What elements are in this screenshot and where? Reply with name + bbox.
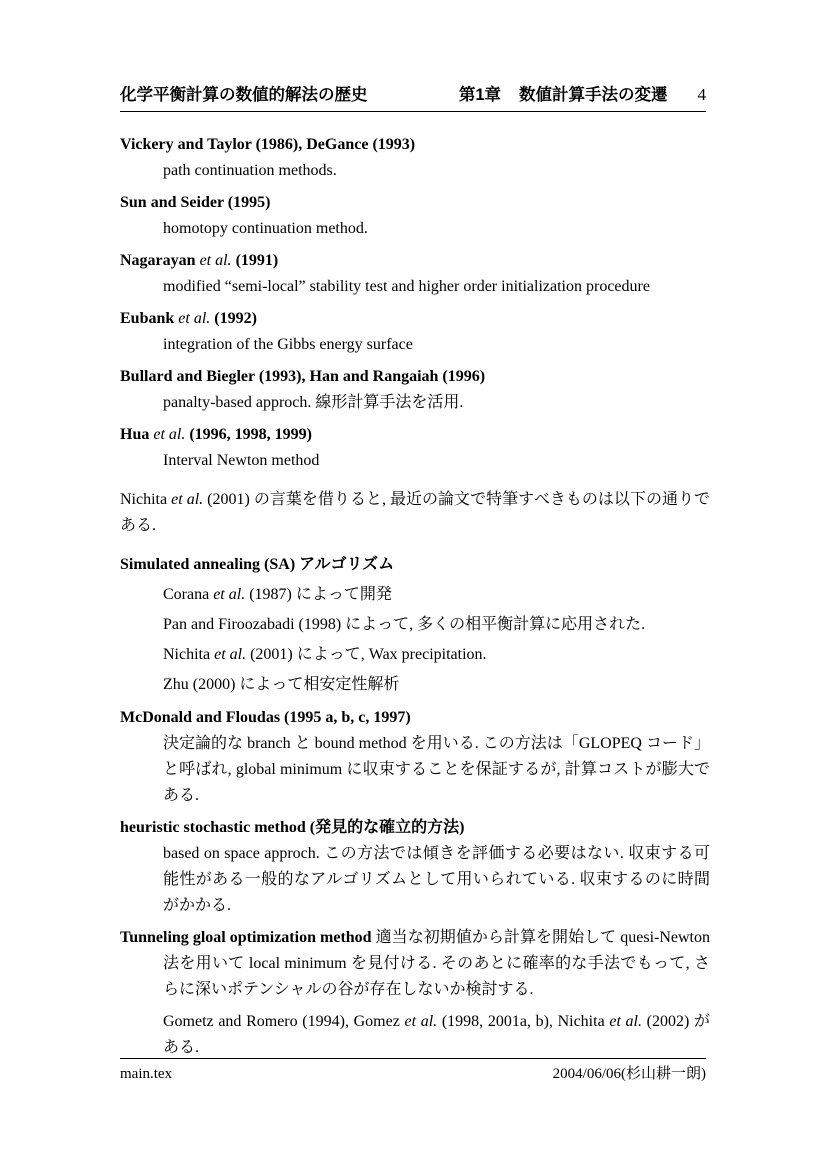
et-al-text: et al.	[404, 1013, 438, 1030]
entry-description: integration of the Gibbs energy surface	[163, 336, 413, 353]
entry-title-text: Hua	[120, 426, 154, 443]
page-footer	[120, 1058, 706, 1084]
page-header	[120, 85, 706, 112]
et-al-text: et al.	[171, 491, 204, 508]
header-chapter-block	[459, 85, 706, 105]
list-item	[120, 672, 710, 698]
et-al-text: et al.	[214, 646, 247, 663]
intro-text: Nichita	[120, 491, 172, 508]
header-chapter-label: 第1章	[458, 86, 501, 104]
header-page-number: 4	[697, 85, 706, 104]
item-text: Zhu (2000) によって相安定性解析	[163, 676, 400, 693]
entry-title	[120, 422, 710, 448]
entry-title-text: Eubank	[120, 310, 179, 327]
reference-entry	[120, 248, 710, 300]
header-chapter-title: 数値計算手法の変遷	[519, 86, 668, 104]
footer-date-author: 2004/06/06(杉山耕一朗)	[552, 1066, 706, 1082]
section-heuristic-stochastic	[120, 815, 710, 919]
header-doc-title: 化学平衡計算の数値的解法の歴史	[120, 86, 368, 104]
section-description: 決定論的な branch と bound method を用いる. この方法は「GLOPEQ コード」と呼ばれ, global minimum に収束することを保証するが, 計算コストが膨大である.	[163, 735, 710, 804]
entry-title-text: Vickery and Taylor (1986), DeGance (1993)	[120, 136, 416, 153]
et-al-text: et al.	[199, 252, 232, 269]
item-text: (2001) によって, Wax precipitation.	[246, 646, 487, 663]
et-al-text: et al.	[153, 426, 186, 443]
tunneling-references	[120, 1009, 710, 1061]
section-mcdonald-floudas	[120, 705, 710, 809]
reference-entry	[120, 132, 710, 184]
refs-text: Gometz and Romero (1994), Gomez	[163, 1013, 405, 1030]
entry-title-text: Nagarayan	[120, 252, 200, 269]
et-al-text: et al.	[178, 310, 211, 327]
section-simulated-annealing	[120, 552, 710, 698]
entry-title	[120, 190, 710, 216]
entry-title-years: (1992)	[210, 310, 257, 327]
entry-title	[120, 132, 710, 158]
section-title: heuristic stochastic method (発見的な確立的方法)	[120, 819, 465, 836]
entry-title-text: Bullard and Biegler (1993), Han and Rangaiah (1996)	[120, 368, 486, 385]
item-text: Nichita	[163, 646, 215, 663]
section-tunneling	[120, 925, 710, 1061]
entry-title-years: (1991)	[231, 252, 279, 269]
intro-text: (2001) の言葉を借りると, 最近の論文で特筆すべきものは以下の通りである.	[120, 491, 711, 534]
item-text: Pan and Firoozabadi (1998) によって, 多くの相平衡計算に応用された.	[163, 616, 646, 633]
reference-entry	[120, 306, 710, 358]
refs-text: (2002) がある.	[163, 1013, 711, 1056]
item-text: (1987) によって開発	[245, 586, 392, 603]
refs-text: (1998, 2001a, b), Nichita	[437, 1013, 610, 1030]
section-title: Simulated annealing (SA) アルゴリズム	[120, 556, 395, 573]
entry-description: homotopy continuation method.	[163, 220, 368, 237]
entry-description: path continuation methods.	[163, 162, 337, 179]
item-text: Corana	[163, 586, 214, 603]
entry-title	[120, 364, 710, 390]
section-title: McDonald and Floudas (1995 a, b, c, 1997)	[120, 709, 411, 726]
et-al-text: et al.	[609, 1013, 643, 1030]
entry-description: panalty-based approch. 線形計算手法を活用.	[163, 394, 464, 411]
entry-description: modified “semi-local” stability test and higher order initialization procedure	[163, 278, 650, 295]
reference-entry	[120, 364, 710, 416]
list-item	[120, 612, 710, 638]
list-item	[120, 642, 710, 668]
list-item	[120, 582, 710, 608]
et-al-text: et al.	[213, 586, 246, 603]
document-body	[120, 132, 710, 1067]
footer-filename: main.tex	[120, 1066, 173, 1082]
intro-paragraph	[120, 487, 710, 539]
reference-entry	[120, 190, 710, 242]
entry-title-text: Sun and Seider (1995)	[120, 194, 271, 211]
section-description: based on space approch. この方法では傾きを評価する必要はない. 収束する可能性がある一般的なアルゴリズムとして用いられている. 収束するのに時間がかかる.	[163, 845, 710, 914]
reference-entry	[120, 422, 710, 474]
section-inline-description: 適当な初期値から計算を開始して quesi-Newton 法を用いて local minimum を見付ける. そのあとに確率的な手法でもって, さらに深いポテンシャルの谷が存在しないか検討する.	[163, 929, 711, 998]
tunneling-paragraph	[120, 925, 710, 1003]
entry-description: Interval Newton method	[163, 452, 320, 469]
entry-title	[120, 306, 710, 332]
entry-title	[120, 248, 710, 274]
entry-title-years: (1996, 1998, 1999)	[185, 426, 312, 443]
section-title: Tunneling gloal optimization method	[120, 929, 372, 946]
